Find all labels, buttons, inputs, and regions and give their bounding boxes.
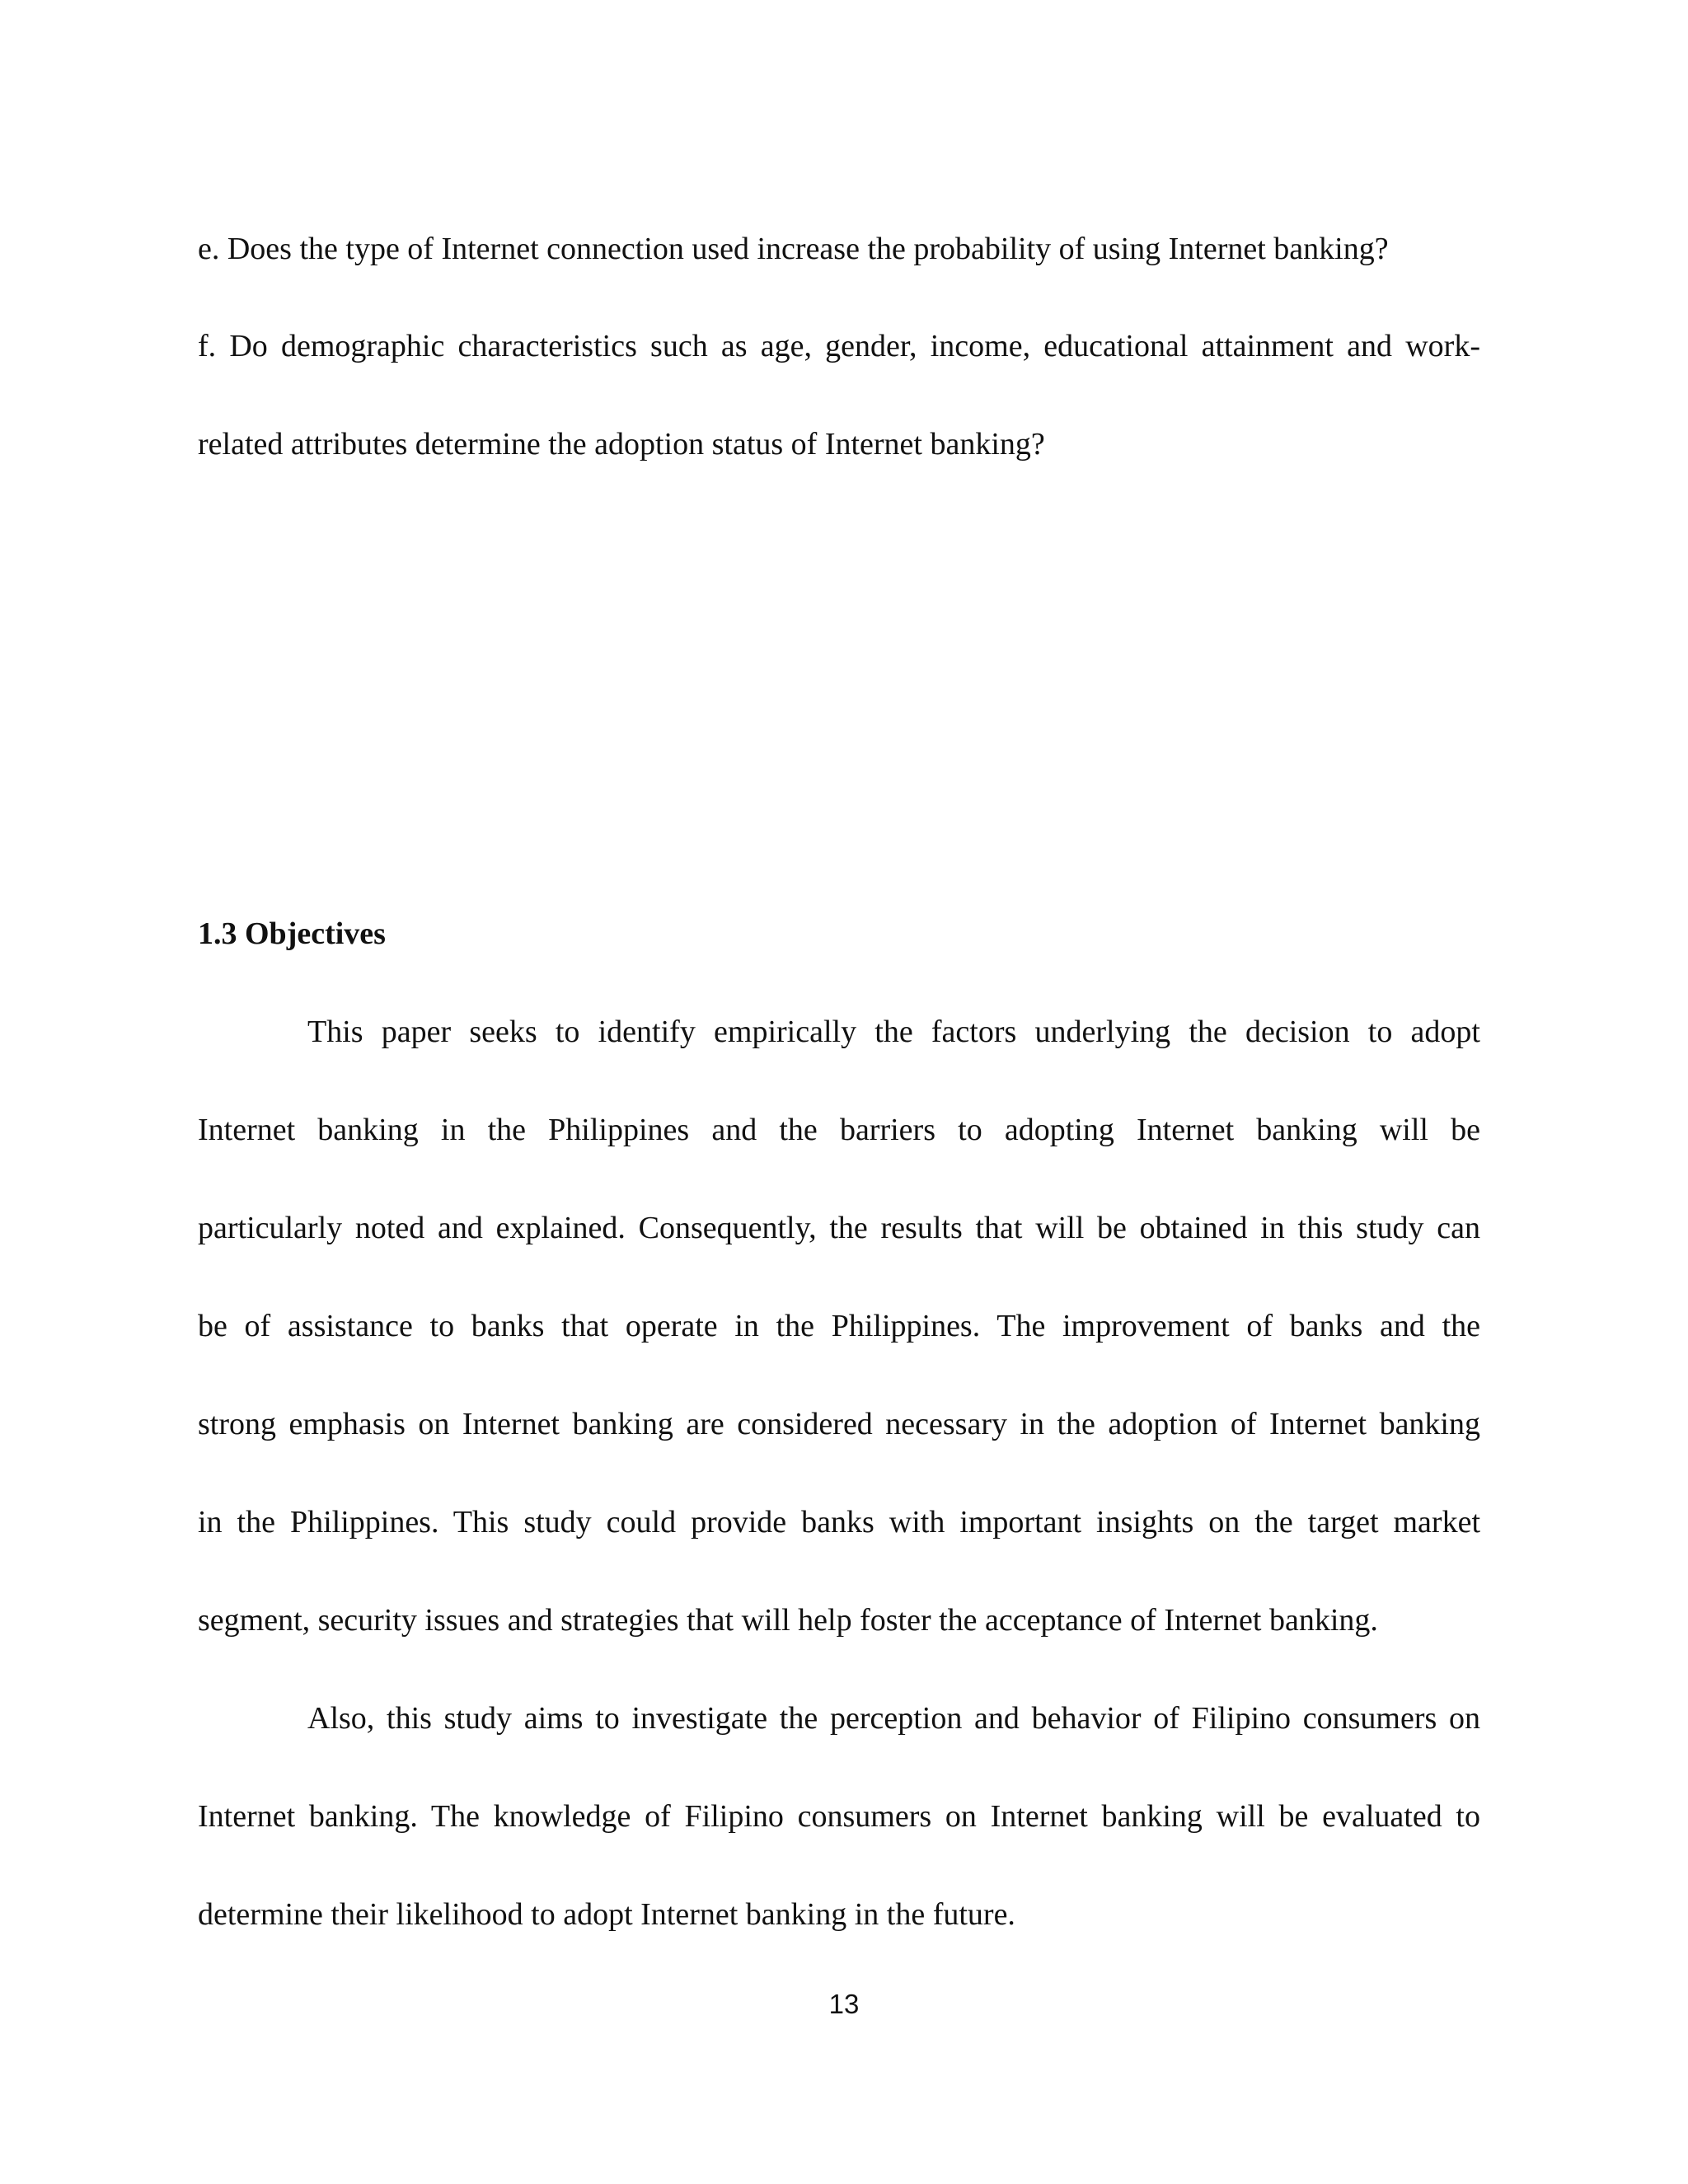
section-heading: 1.3 Objectives xyxy=(198,916,386,951)
paragraph-line: Internet banking. The knowledge of Filipino consumers on Internet banking will be evaluated to xyxy=(198,1799,1480,1834)
paragraph-line: Internet banking in the Philippines and the barriers to adopting Internet banking will be xyxy=(198,1113,1480,1147)
question-f-line-2: related attributes determine the adoption status of Internet banking? xyxy=(198,427,1045,462)
paragraph-line: determine their likelihood to adopt Internet banking in the future. xyxy=(198,1897,1015,1932)
question-e: e. Does the type of Internet connection used increase the probability of using Internet banking? xyxy=(198,232,1389,266)
paragraph-line: particularly noted and explained. Consequently, the results that will be obtained in this study can xyxy=(198,1211,1480,1245)
paragraph-line: Also, this study aims to investigate the perception and behavior of Filipino consumers on xyxy=(307,1701,1480,1736)
paragraph-line: in the Philippines. This study could provide banks with important insights on the target market xyxy=(198,1505,1480,1540)
paragraph-line: segment, security issues and strategies that will help foster the acceptance of Internet banking. xyxy=(198,1603,1378,1638)
paragraph-line: This paper seeks to identify empirically the factors underlying the decision to adopt xyxy=(307,1015,1480,1049)
paragraph-line: strong emphasis on Internet banking are considered necessary in the adoption of Internet banking xyxy=(198,1407,1480,1441)
paragraph-line: be of assistance to banks that operate in the Philippines. The improvement of banks and the xyxy=(198,1309,1480,1343)
question-f-line-1: f. Do demographic characteristics such as age, gender, income, educational attainment and work- xyxy=(198,329,1480,363)
page-number: 13 xyxy=(828,1989,860,2019)
